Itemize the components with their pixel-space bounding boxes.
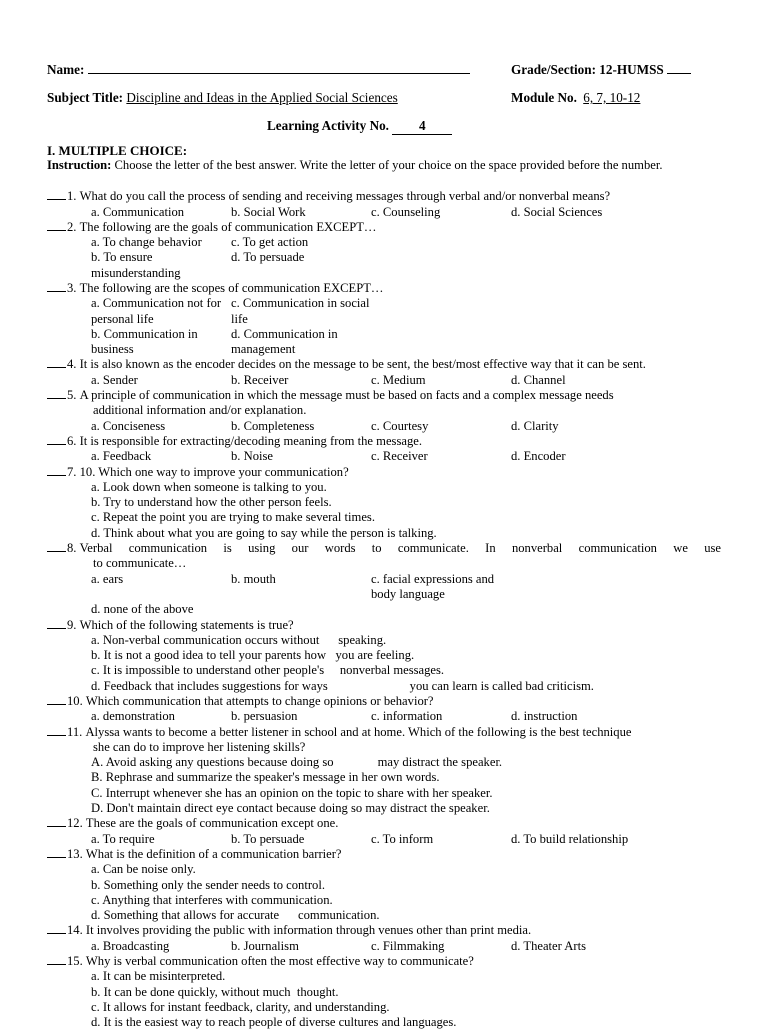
question-number: 5. (67, 388, 80, 403)
option (371, 419, 511, 434)
option: a. Non-verbal communication occurs without speaking. (91, 632, 387, 647)
question-line (47, 847, 721, 862)
question-text: 10. Which one way to improve your communication? (79, 464, 349, 479)
module-value: 6, 7, 10-12 (583, 90, 641, 105)
question-text-continued: additional information and/or explanation. (93, 403, 307, 418)
question-item (47, 847, 721, 923)
option-letter: b. (231, 938, 241, 953)
question-item (47, 357, 721, 388)
option-letter: a. (91, 938, 100, 953)
question-text: Why is verbal communication often the most effective way to communicate? (85, 954, 474, 969)
option-letter: b. (231, 831, 241, 846)
question-number: 10. (67, 694, 86, 708)
option-text: To inform (379, 831, 434, 846)
option (231, 419, 371, 434)
option-letter: b. (231, 449, 241, 464)
question-text: The following are the goals of communication EXCEPT… (79, 219, 377, 234)
option (371, 373, 511, 388)
question-text-continued: to communicate… (93, 556, 187, 571)
option-letter: a. (91, 235, 100, 250)
option (231, 327, 371, 358)
answer-blank[interactable] (47, 618, 66, 629)
question-content (47, 143, 721, 1031)
question-line (47, 434, 721, 449)
option-row (47, 327, 721, 358)
option-text: Journalism (240, 938, 299, 953)
grade-label: Grade/Section: (511, 62, 596, 77)
grade-value: 12-HUMSS (599, 62, 664, 77)
option-letter: c. (371, 831, 380, 846)
option-letter: d. (511, 372, 521, 387)
option (511, 939, 661, 954)
question-number: 11. (67, 724, 86, 739)
answer-blank[interactable] (47, 220, 66, 231)
option-letter: c. (371, 204, 380, 219)
module-label: Module No. (511, 90, 577, 105)
question-item (47, 541, 721, 617)
option (371, 939, 511, 954)
option (91, 205, 231, 220)
option-text: Noise (240, 449, 273, 464)
question-item (47, 954, 721, 1030)
question-line (47, 725, 721, 740)
question-line (47, 541, 721, 556)
question-text-continued: she can do to improve her listening skills? (93, 739, 306, 754)
answer-blank[interactable] (47, 923, 66, 934)
question-line (47, 618, 721, 633)
option-letter: a. (91, 831, 100, 846)
option-letter: a. (91, 296, 100, 311)
activity-number (267, 118, 452, 135)
answer-blank[interactable] (47, 281, 66, 292)
option (91, 235, 231, 250)
option-text: Courtesy (379, 418, 429, 433)
option: d. Feedback that includes suggestions for ways you can learn is called bad criticism. (91, 678, 594, 693)
option-text: Counseling (379, 204, 441, 219)
option-letter: c. (231, 235, 240, 250)
grade-line (667, 73, 691, 74)
answer-blank[interactable] (47, 541, 66, 552)
option (371, 832, 511, 847)
subject-value: Discipline and Ideas in the Applied Social Sciences (126, 90, 398, 105)
question-text: Which communication that attempts to change opinions or behavior? (85, 694, 434, 708)
question-item (47, 816, 721, 847)
question-line (47, 694, 721, 709)
option: c. Anything that interferes with communication. (91, 892, 333, 907)
option-text: Communication not for personal life (91, 296, 222, 326)
option: D. Don't maintain direct eye contact because doing so may distract the speaker. (91, 801, 490, 816)
question-item (47, 220, 721, 281)
option-letter: a. (91, 571, 100, 586)
option-text: Channel (520, 372, 566, 387)
option-row (47, 939, 721, 954)
option (371, 205, 511, 220)
option (511, 832, 661, 847)
option-text: Completeness (240, 418, 315, 433)
option: b. It can be done quickly, without much thought. (91, 984, 339, 999)
option-letter: d. (511, 204, 521, 219)
option (91, 709, 231, 724)
option-row (47, 709, 721, 724)
option: b. Something only the sender needs to control. (91, 877, 325, 892)
question-list (47, 189, 721, 1030)
question-item (47, 434, 721, 465)
question-item (47, 618, 721, 694)
option-letter: d. (511, 709, 521, 724)
option (91, 373, 231, 388)
option-text: To persuade (240, 831, 305, 846)
activity-label: Learning Activity No. (267, 118, 389, 133)
question-number: 3. (67, 280, 80, 295)
question-line (47, 189, 721, 204)
option (511, 449, 661, 464)
question-text: Which of the following statements is true? (79, 617, 294, 632)
option-text: information (379, 709, 443, 724)
question-line (47, 220, 721, 235)
option-letter: a. (91, 204, 100, 219)
option-letter: b. (91, 326, 101, 341)
option-row (47, 449, 721, 464)
section-title: I. MULTIPLE CHOICE: (47, 143, 188, 158)
answer-blank[interactable] (47, 388, 66, 399)
question-line (47, 923, 721, 938)
question-text: Alyssa wants to become a better listener in school and at home. Which of the following is the best technique (85, 724, 632, 739)
option-letter: a. (91, 372, 100, 387)
option-row (47, 296, 721, 327)
option-letter: b. (231, 204, 241, 219)
option (511, 373, 661, 388)
answer-blank[interactable] (47, 465, 66, 476)
option (91, 449, 231, 464)
question-line (47, 357, 721, 372)
option (91, 419, 231, 434)
option-text: persuasion (240, 709, 298, 724)
option: c. It allows for instant feedback, clarity, and understanding. (91, 999, 390, 1014)
option-row (47, 250, 721, 281)
answer-blank[interactable] (47, 725, 66, 736)
grade-section (511, 62, 691, 78)
option-row (47, 572, 721, 603)
question-text: It involves providing the public with information through venues other than print media. (85, 923, 532, 938)
option-letter: b. (231, 372, 241, 387)
answer-blank[interactable] (47, 434, 66, 445)
option-letter: a. (91, 449, 100, 464)
option-text: instruction (520, 709, 578, 724)
option-letter: d. (511, 831, 521, 846)
option-text: Clarity (520, 418, 559, 433)
option-letter: c. (371, 571, 380, 586)
option-text: Communication (99, 204, 185, 219)
option (371, 572, 511, 603)
answer-blank[interactable] (47, 816, 66, 827)
option: A. Avoid asking any questions because doing so may distract the speaker. (91, 755, 503, 770)
instruction-label: Instruction: (47, 158, 112, 172)
option-letter: c. (231, 296, 240, 311)
option (511, 205, 661, 220)
option-letter: c. (371, 449, 380, 464)
option-text: To persuade (240, 250, 305, 265)
question-item (47, 465, 721, 541)
option-text: To build relationship (520, 831, 629, 846)
question-number: 8. (67, 541, 80, 556)
question-line (47, 388, 721, 403)
option-text: Receiver (240, 372, 289, 387)
question-line (47, 816, 721, 831)
question-text: A principle of communication in which the message must be based on facts and a complex message needs (79, 388, 614, 403)
option (231, 296, 371, 327)
option-letter: d. (511, 938, 521, 953)
option-text: To ensure misunderstanding (91, 250, 181, 280)
option (231, 205, 371, 220)
option-row (47, 832, 721, 847)
question-number: 1. (67, 189, 80, 204)
answer-blank[interactable] (47, 694, 66, 705)
answer-blank[interactable] (47, 847, 66, 858)
option (231, 709, 371, 724)
question-number: 4. (67, 357, 80, 372)
option-text: Broadcasting (99, 938, 170, 953)
option: d. none of the above (91, 602, 194, 617)
question-text: What is the definition of a communication barrier? (85, 846, 342, 861)
question-number: 12. (67, 816, 86, 831)
option: a. Can be noise only. (91, 862, 196, 877)
option-letter: d. (511, 418, 521, 433)
option: a. It can be misinterpreted. (91, 969, 226, 984)
answer-blank[interactable] (47, 189, 66, 200)
question-text: The following are the scopes of communication EXCEPT… (79, 280, 384, 295)
question-number: 13. (67, 846, 86, 861)
option: C. Interrupt whenever she has an opinion on the topic to share with her speaker. (91, 785, 493, 800)
option (231, 832, 371, 847)
option-row (47, 419, 721, 434)
answer-blank[interactable] (47, 954, 66, 965)
question-item (47, 189, 721, 220)
option (231, 373, 371, 388)
name-label: Name: (47, 62, 85, 77)
option-text: Theater Arts (520, 938, 586, 953)
option (511, 419, 661, 434)
option-letter: c. (371, 709, 380, 724)
option-letter: b. (231, 418, 241, 433)
option: c. It is impossible to understand other people's nonverbal messages. (91, 663, 445, 678)
option (371, 449, 511, 464)
question-item (47, 388, 721, 434)
option-letter: a. (91, 418, 100, 433)
option (511, 709, 661, 724)
option: B. Rephrase and summarize the speaker's message in her own words. (91, 770, 440, 785)
option-row (47, 205, 721, 220)
option-text: demonstration (99, 709, 175, 724)
option-text: To change behavior (99, 235, 202, 250)
option-letter: c. (371, 372, 380, 387)
option (91, 296, 231, 327)
option-text: Communication in business (91, 326, 198, 357)
option: b. It is not a good idea to tell your parents how you are feeling. (91, 648, 415, 663)
option (231, 939, 371, 954)
option-row (47, 235, 721, 250)
option-letter: d. (231, 326, 241, 341)
question-number: 15. (67, 954, 86, 969)
option (91, 250, 231, 281)
option-letter: c. (371, 418, 380, 433)
option-text: mouth (240, 571, 276, 586)
option-text: Social Sciences (520, 204, 603, 219)
question-item (47, 281, 721, 357)
question-item (47, 923, 721, 954)
option-row (47, 373, 721, 388)
option-letter: b. (231, 709, 241, 724)
option-text: facial expressions and body language (371, 571, 495, 601)
option-letter: b. (91, 250, 101, 265)
subject-label: Subject Title: (47, 90, 124, 105)
question-item (47, 725, 721, 817)
question-number: 2. (67, 219, 80, 234)
option: c. Repeat the point you are trying to make several times. (91, 510, 375, 525)
option-text: Filmmaking (379, 938, 445, 953)
option-text: Social Work (240, 204, 306, 219)
question-text: It is also known as the encoder decides on the message to be sent, the best/most effective way that it can be sent. (79, 357, 646, 372)
option-text: Communication in management (231, 326, 338, 357)
option-text: Sender (99, 372, 138, 387)
option: a. Look down when someone is talking to you. (91, 479, 327, 494)
option: b. Try to understand how the other person feels. (91, 495, 332, 510)
option (231, 449, 371, 464)
question-item (47, 694, 721, 725)
option: d. Something that allows for accurate communication. (91, 908, 380, 923)
question-text: What do you call the process of sending and receiving messages through verbal and/or nonverbal means? (79, 189, 611, 204)
option-text: To require (99, 831, 155, 846)
question-number: 14. (67, 923, 86, 938)
option (231, 250, 371, 281)
option (231, 572, 371, 603)
option: d. Think about what you are going to say while the person is talking. (91, 525, 437, 540)
option-text: Communication in social life (231, 296, 370, 326)
subject-title (47, 90, 398, 106)
option-text: Encoder (520, 449, 566, 464)
question-number: 6. (67, 433, 80, 448)
option-letter: d. (231, 250, 241, 265)
name-line[interactable] (88, 73, 470, 74)
option-letter: b. (231, 571, 241, 586)
question-line (47, 954, 721, 969)
option (91, 939, 231, 954)
question-text: Verbal communication is using our words to communicate. In nonverbal communication we use (79, 541, 721, 556)
question-text: It is responsible for extracting/decoding meaning from the message. (79, 433, 422, 448)
question-number: 7. (67, 464, 80, 479)
option (91, 572, 231, 603)
option-text: Conciseness (99, 418, 166, 433)
option (371, 709, 511, 724)
option-text: Medium (379, 372, 426, 387)
name-field[interactable] (47, 62, 470, 78)
question-line (47, 465, 721, 480)
module-number (511, 90, 640, 106)
activity-value: 4 (392, 118, 452, 135)
option-letter: a. (91, 709, 100, 724)
question-text: These are the goals of communication except one. (85, 816, 339, 831)
option-letter: d. (511, 449, 521, 464)
instruction-text: Choose the letter of the best answer. Write the letter of your choice on the space provided before the number. (114, 158, 663, 172)
answer-blank[interactable] (47, 357, 66, 368)
instruction (47, 158, 721, 173)
option-text: ears (99, 571, 124, 586)
option-text: Feedback (99, 449, 152, 464)
option (231, 235, 371, 250)
question-number: 9. (67, 617, 80, 632)
option-text: Receiver (379, 449, 428, 464)
option (91, 327, 231, 358)
option-text: To get action (239, 235, 309, 250)
option-letter: c. (371, 938, 380, 953)
question-line (47, 281, 721, 296)
option (91, 832, 231, 847)
option: d. It is the easiest way to reach people of diverse cultures and languages. (91, 1015, 457, 1030)
